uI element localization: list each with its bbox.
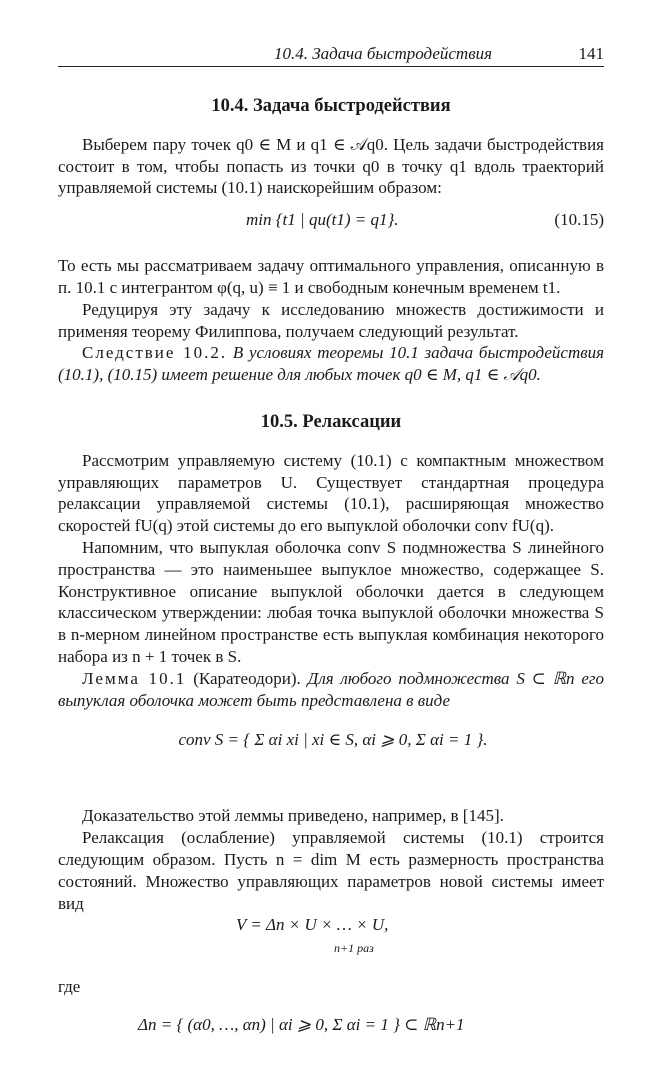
equation-number: (10.15): [554, 210, 604, 230]
running-head: 10.4. Задача быстродействия: [273, 44, 492, 63]
section-title: 10.5. Релаксации: [260, 411, 402, 432]
delta-equation: [58, 998, 604, 1080]
running-header: [58, 42, 604, 67]
lemma: [58, 668, 604, 712]
lemma-name: (Каратеодори).: [193, 668, 301, 688]
corollary: [58, 342, 604, 386]
v-formula: [236, 914, 388, 960]
corollary-text: В условиях теоремы 10.1 задача быстродействия (10.1), (10.15) имеет решение для любых точек q0 ∈ M, q1 ∈ 𝒜q0.: [58, 343, 605, 385]
paragraph: Рассмотрим управляемую систему (10.1) с компактным множеством управляющих параметров U. Существует стандартная процедура релаксации управляемой системы (10.1), расширяющая множество скоростей fU(q) этой системы до его выпуклой оболочки conv fU(q).: [58, 450, 604, 536]
page-number: 141: [578, 44, 604, 63]
paragraph: Напомним, что выпуклая оболочка conv S подмножества S линейного пространства — это наименьшее выпуклое множество, содержащее S. Конструктивное описание выпуклой оболочки дается в следующем классическом утверждении: любая точка выпуклой оболочки множества S в n-мерном линейном пространстве есть выпуклая комбинация некоторого набора из n + 1 точек в S.: [58, 537, 604, 666]
paragraph: Редуцируя эту задачу к исследованию множеств достижимости и применяя теорему Филиппова, получаем следующий результат.: [58, 299, 604, 341]
delta-formula: Δn = { (α0, …, αn) | αi ⩾ 0, Σ αi = 1 } ⊂ ℝn+1: [138, 1015, 465, 1035]
equation: [58, 199, 604, 255]
paragraph: То есть мы рассматриваем задачу оптимального управления, описанную в п. 10.1 с интегрантом φ(q, u) ≡ 1 и свободным конечным временем t1.: [58, 256, 604, 297]
paragraph: где: [58, 977, 81, 997]
lemma-text: Для любого подмножества S ⊂ ℝn его выпуклая оболочка может быть представлена в виде: [58, 668, 604, 710]
paragraph: Релаксация (ослабление) управляемой системы (10.1) строится следующим образом. Пусть n = dim M есть размерность пространства состояний. Множество управляющих параметров новой системы имеет вид: [58, 828, 604, 913]
v-formula-text: V = Δn × U × … × U,: [236, 915, 389, 935]
paragraph: Выберем пару точек q0 ∈ M и q1 ∈ 𝒜q0. Цель задачи быстродействия состоит в том, чтобы попасть из точки q0 в точку q1 вдоль траекторий управляемой системы (10.1) наискорейшим образом:: [58, 134, 604, 198]
conv-equation: [58, 711, 604, 805]
conv-formula: conv S = { Σ αi xi | xi ∈ S, αi ⩾ 0, Σ αi = 1 }.: [178, 730, 488, 750]
v-equation: [58, 914, 604, 976]
section-title: 10.4. Задача быстродействия: [211, 96, 451, 116]
corollary-label: Следствие 10.2.: [82, 343, 228, 363]
paragraph: Доказательство этой леммы приведено, например, в [145].: [82, 806, 504, 826]
equation-formula: min {t1 | qu(t1) = q1}.: [246, 210, 399, 230]
page-content: [58, 82, 604, 1080]
lemma-label: Лемма 10.1: [82, 668, 187, 688]
underbrace-label: n+1 раз: [334, 941, 374, 956]
